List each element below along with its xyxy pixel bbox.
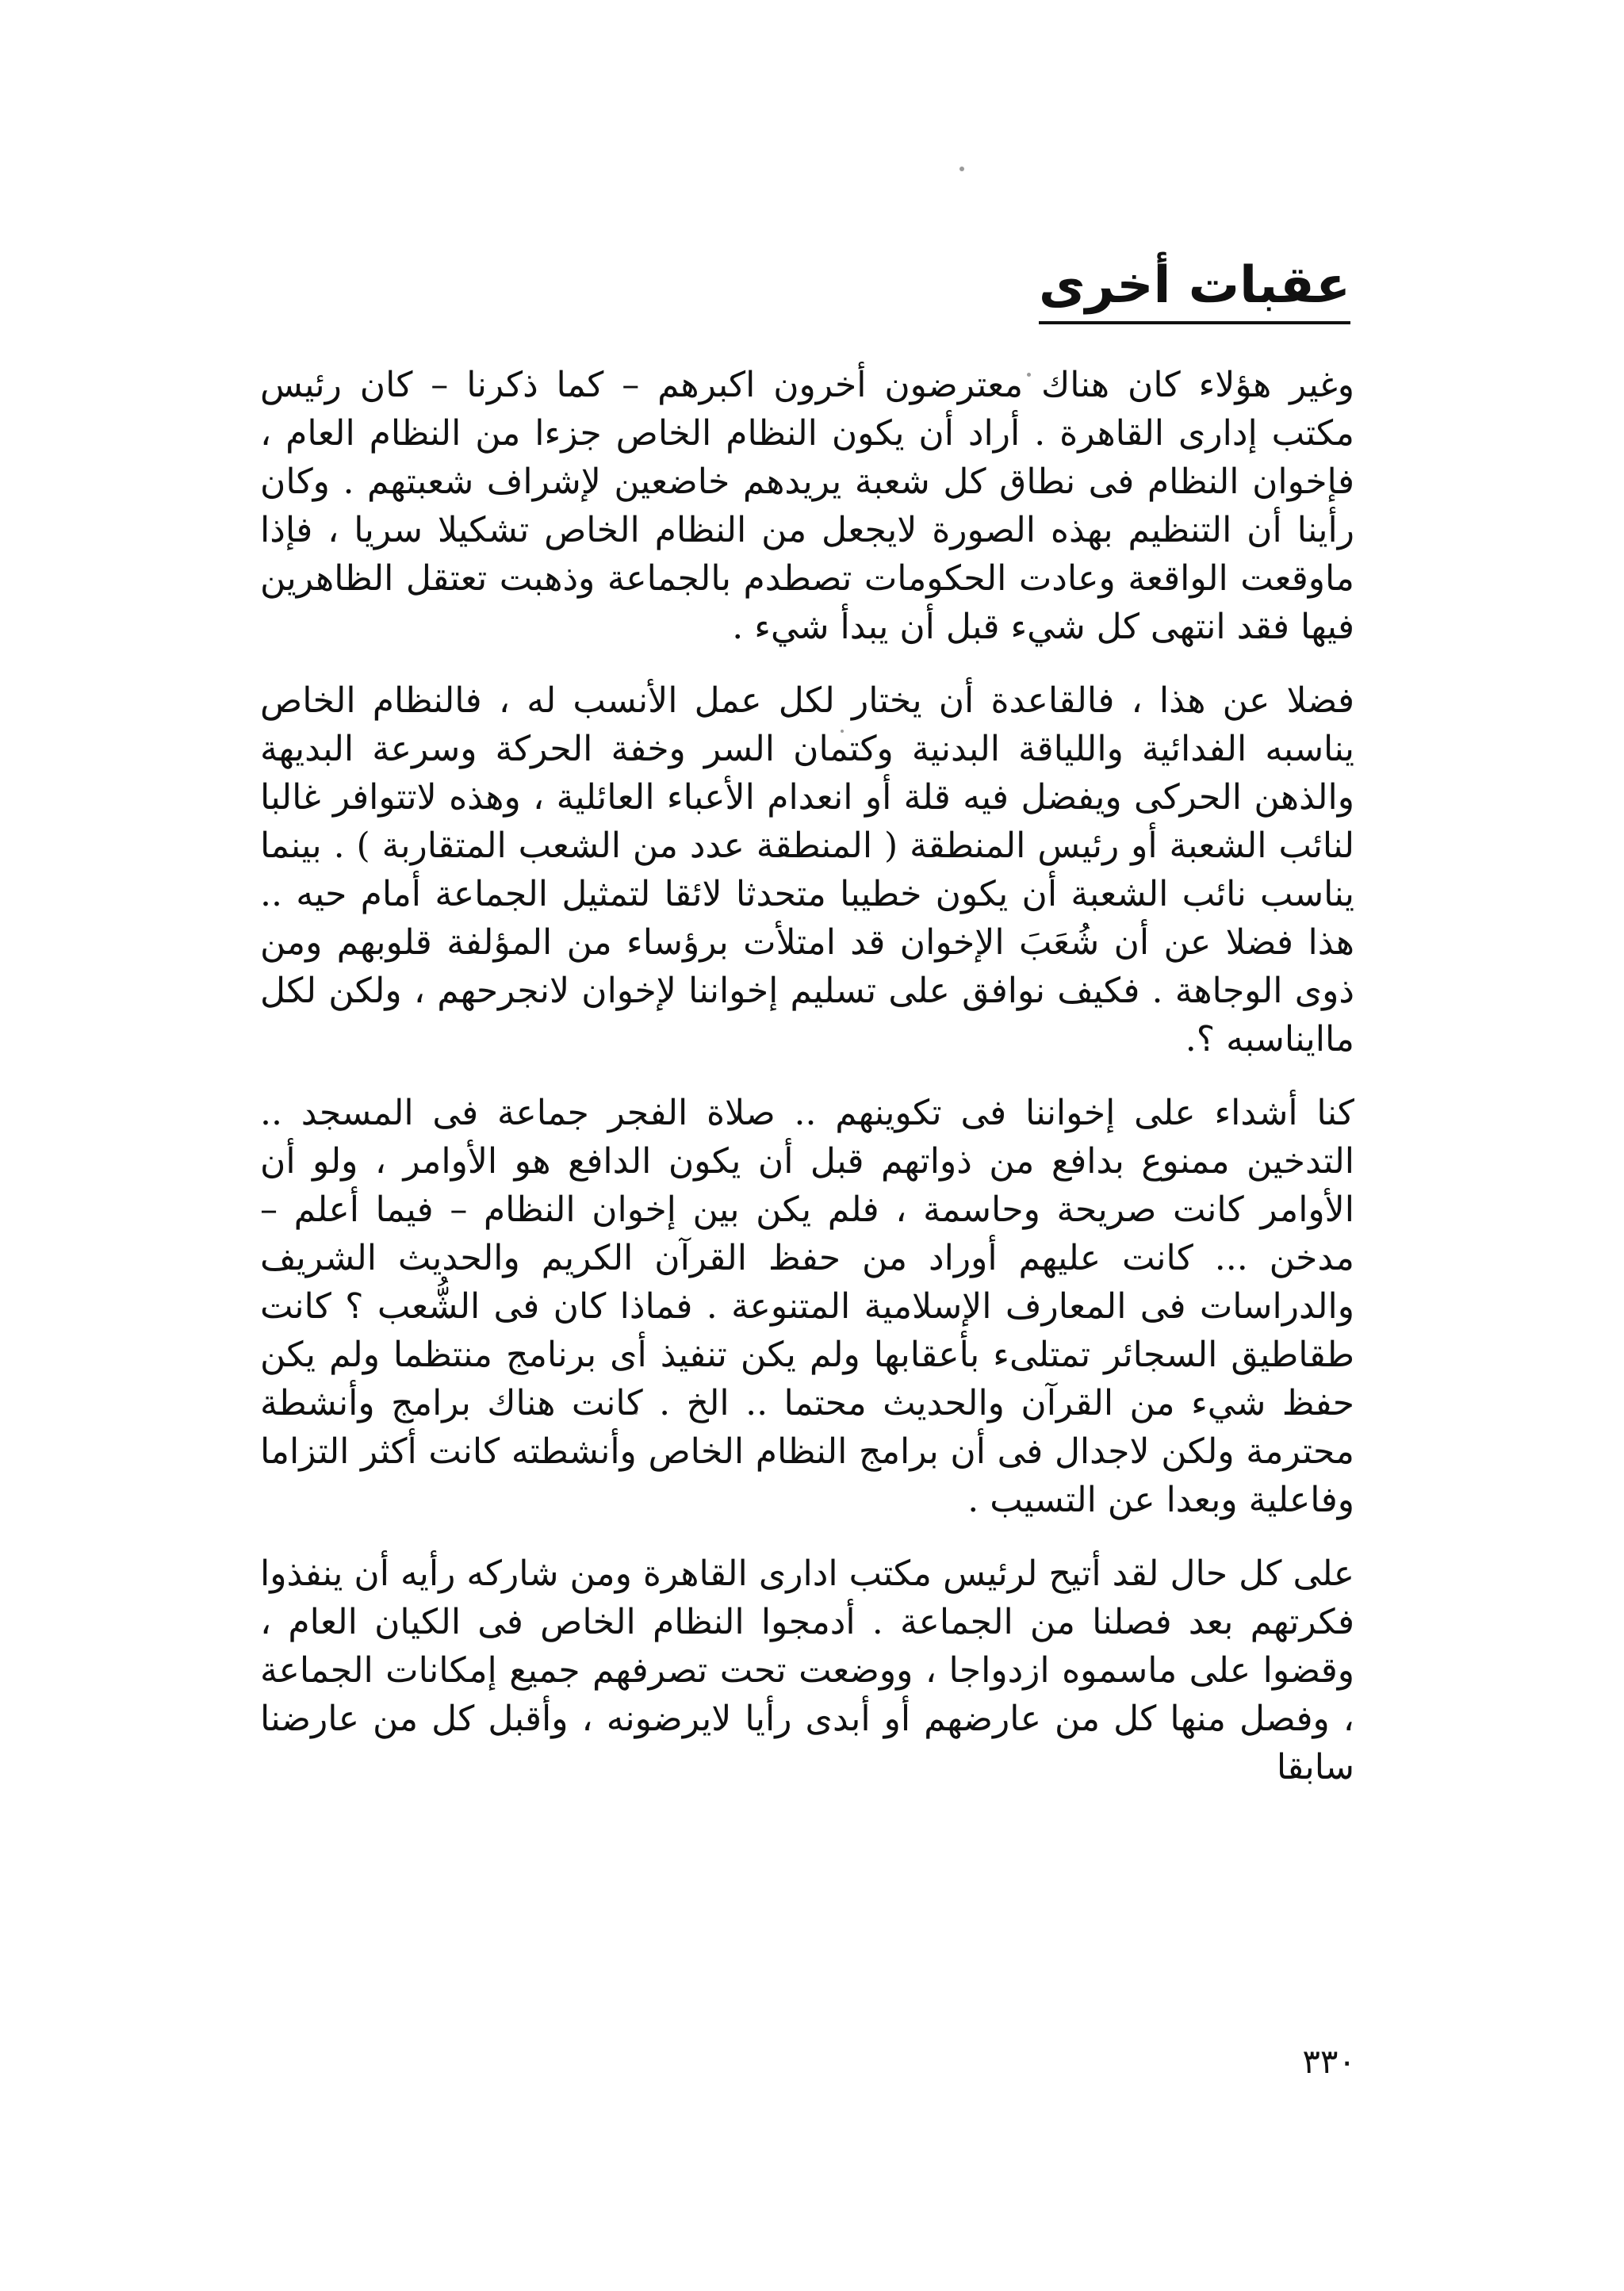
scan-speck — [959, 167, 964, 171]
paragraph: وغير هؤلاء كان هناك معترضون أخرون اكبرهم – كما ذكرنا – كان رئيس مكتب إدارى القاهرة . أراد أن يكون النظام الخاص جزءا من النظام العام ، فإخوان النظام فى نطاق كل شعبة يريدهم خاضعين لإشراف شعبتهم . وكان رأينا أن التنظيم بهذه الصورة لايجعل من النظام الخاص تشكيلا سريا ، فإذا ماوقعت الواقعة وعادت الحكومات تصطدم بالجماعة وذهبت تعتقل الظاهرين فيها فقد انتهى كل شيء قبل أن يبدأ شيء . — [260, 365, 1354, 647]
heading-container — [1017, 258, 1350, 324]
paragraph: فضلا عن هذا ، فالقاعدة أن يختار لكل عمل الأنسب له ، فالنظام الخاص يناسبه الفدائية واللياقة البدنية وكتمان السر وخفة الحركة وسرعة البديهة والذهن الحركى ويفضل فيه قلة أو انعدام الأعباء العائلية ، وهذه لاتتوافر غالبا لنائب الشعبة أو رئيس المنطقة ( المنطقة عدد من الشعب المتقاربة ) . بينما يناسب نائب الشعبة أن يكون خطيبا متحدثا لائقا لتمثيل الجماعة أمام حيه .. هذا فضلا عن أن شُعَبَ الإخوان قد امتلأت برؤساء من المؤلفة قلوبهم ومن ذوى الوجاهة . فكيف نوافق على تسليم إخواننا لإخوان لانجرحهم ، ولكن لكل ماايناسبه ؟. — [260, 680, 1354, 1059]
section-heading: عقبات أخرى — [1039, 258, 1350, 324]
body-text — [260, 361, 1354, 1817]
page-number: ٣٣٠ — [1302, 2042, 1356, 2081]
paragraph: على كل حال لقد أتيح لرئيس مكتب ادارى القاهرة ومن شاركه رأيه أن ينفذوا فكرتهم بعد فصلنا من الجماعة . أدمجوا النظام الخاص فى الكيان العام ، وقضوا على ماسموه ازدواجا ، ووضعت تحت تصرفهم جميع إمكانات الجماعة ، وفصل منها كل من عارضهم أو أبدى رأيا لايرضونه ، وأقبل كل من عارضنا سابقا — [260, 1554, 1354, 1787]
paragraph: كنا أشداء على إخواننا فى تكوينهم .. صلاة الفجر جماعة فى المسجد .. التدخين ممنوع بدافع من ذواتهم قبل أن يكون الدافع هو الأوامر ، ولو أن الأوامر كانت صريحة وحاسمة ، فلم يكن بين إخوان النظام – فيما أعلم – مدخن ... كانت عليهم أوراد من حفظ القرآن الكريم والحديث الشريف والدراسات فى المعارف الإسلامية المتنوعة . فماذا كان فى الشُّعب ؟ كانت طقاطيق السجائر تمتلىء بأعقابها ولم يكن تنفيذ أى برنامج منتظما ولم يكن حفظ شيء من القرآن والحديث محتما .. الخ . كانت هناك برامج وأنشطة محترمة ولكن لاجدال فى أن برامج النظام الخاص وأنشطته كانت أكثر التزاما وفاعلية وبعدا عن التسيب . — [260, 1093, 1354, 1520]
